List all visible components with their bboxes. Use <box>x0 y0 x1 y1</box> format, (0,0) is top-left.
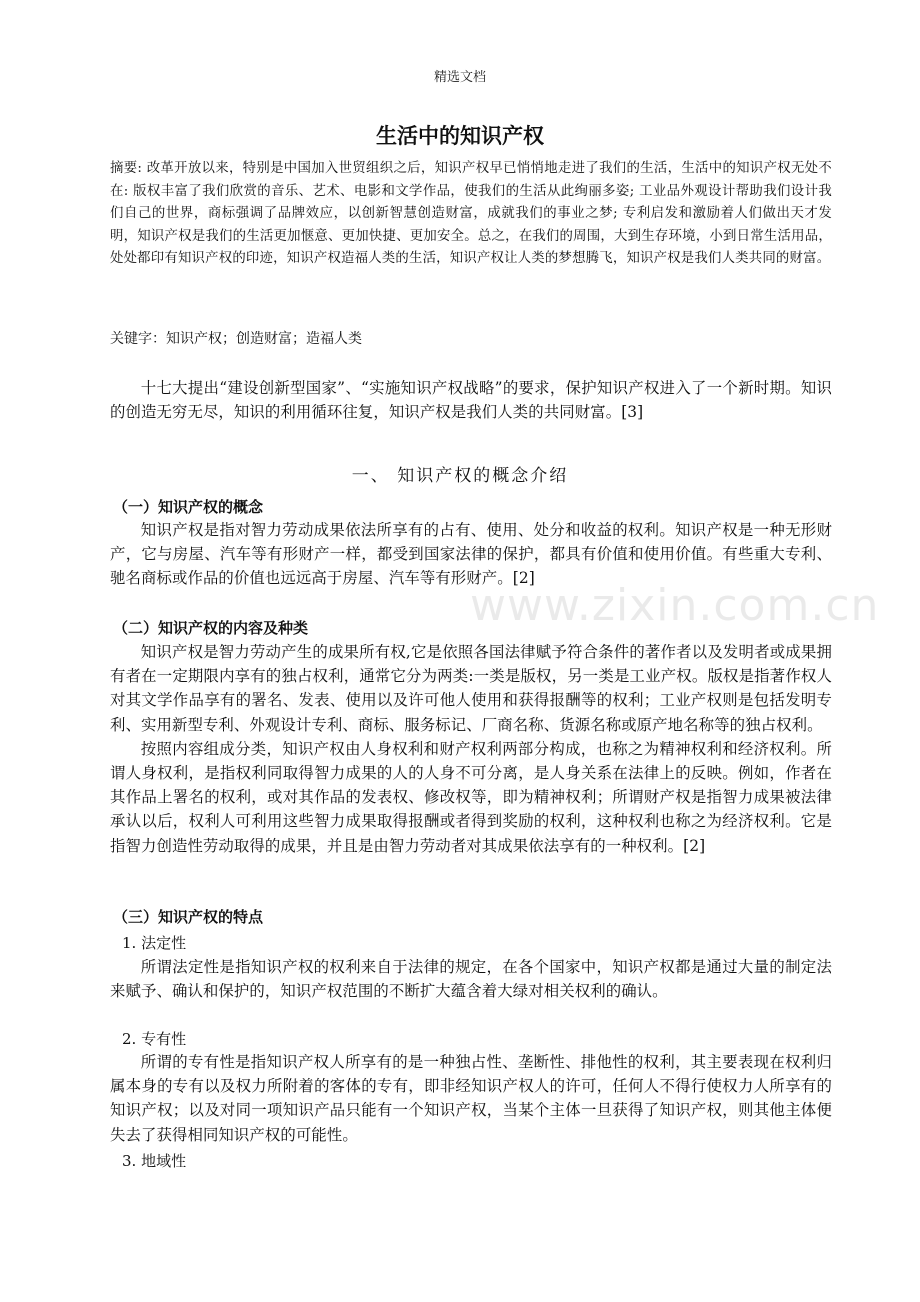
subsection-heading-2: （二）知识产权的内容及种类 <box>113 619 309 637</box>
feature-1-paragraph: 所谓法定性是指知识产权的权利来自于法律的规定，在各个国家中，知识产权都是通过大量的制定法来赋予、确认和保护的，知识产权范围的不断扩大蕴含着大绿对相关权利的确认。 <box>110 958 832 1001</box>
intro-block <box>110 376 832 424</box>
feature-heading-3: 3. 地域性 <box>122 1152 187 1170</box>
watermark: www.zixin.com.cn <box>470 580 880 631</box>
feature-2-block <box>110 1050 832 1147</box>
document-title: 生活中的知识产权 <box>376 124 544 148</box>
intro-paragraph: 十七大提出“建设创新型国家”、“实施知识产权战略”的要求，保护知识产权进入了一个新时期。知识的创造无穷无尽，知识的利用循环往复，知识产权是我们人类的共同财富。[3] <box>110 379 832 422</box>
feature-2-paragraph: 所谓的专有性是指知识产权人所享有的是一种独占性、垄断性、排他性的权利，其主要表现在权利归属本身的专有以及权力所附着的客体的专有，即非经知识产权人的许可，任何人不得行使权力人所享有的知识产权；以及对同一项知识产品只能有一个知识产权，当某个主体一旦获得了知识产权，则其他主体便失去了获得相同知识产权的可能性。 <box>110 1053 832 1144</box>
page-header: 精选文档 <box>433 70 486 85</box>
section-heading-1: 一、 知识产权的概念介绍 <box>351 466 569 486</box>
subsection-heading-3: （三）知识产权的特点 <box>113 908 264 926</box>
feature-heading-2: 2. 专有性 <box>122 1030 187 1048</box>
subsection-2-block <box>110 640 832 858</box>
subsection-1-paragraph: 知识产权是指对智力劳动成果依法所享有的占有、使用、处分和收益的权利。知识产权是一种无形财产，它与房屋、汽车等有形财产一样，都受到国家法律的保护，都具有价值和使用价值。有些重大专利、驰名商标或作品的价值也远远高于房屋、汽车等有形财产。[2] <box>110 521 832 588</box>
feature-1-block <box>110 955 832 1003</box>
subsection-heading-1: （一）知识产权的概念 <box>113 498 264 516</box>
subsection-2-paragraph-2: 按照内容组成分类，知识产权由人身权利和财产权利两部分构成，也称之为精神权利和经济权利。所谓人身权利，是指权利同取得智力成果的人的人身不可分离，是人身关系在法律上的反映。例如，作者在其作品上署名的权利，或对其作品的发表权、修改权等，即为精神权利；所谓财产权是指智力成果被法律承认以后，权利人可利用这些智力成果取得报酬或者得到奖励的权利，这种权利也称之为经济权利。它是指智力创造性劳动取得的成果，并且是由智力劳动者对其成果依法享有的一种权利。[2] <box>110 739 832 855</box>
keywords-line: 关键字：知识产权；创造财富；造福人类 <box>110 331 362 347</box>
abstract-paragraph: 摘要: 改革开放以来，特别是中国加入世贸组织之后，知识产权早已悄悄地走进了我们的生活，生活中的知识产权无处不在: 版权丰富了我们欣赏的音乐、艺术、电影和文学作品，使我们的生活从此绚丽多姿; 工业品外观设计帮助我们设计我们自己的世界，商标强调了品牌效应，以创新智慧创造财富，成就我们的事业之梦; 专利启发和激励着人们做出天才发明，知识产权是我们的生活更加惬意、更加快捷、更加安全。总之，在我们的周围，大到生存环境，小到日常生活用品，处处都印有知识产权的印迹，知识产权造福人类的生活，知识产权让人类的梦想腾飞，知识产权是我们人类共同的财富。 <box>110 161 832 267</box>
subsection-2-paragraph-1: 知识产权是智力劳动产生的成果所有权,它是依照各国法律赋予符合条件的著作者以及发明者或成果拥有者在一定期限内享有的独占权利，通常它分为两类:一类是版权，另一类是工业产权。版权是指著作权人对其文学作品享有的署名、发表、使用以及许可他人使用和获得报酬等的权利；工业产权则是包括发明专利、实用新型专利、外观设计专利、商标、服务标记、厂商名称、货源名称或原产地名称等的独占权利。 <box>110 643 832 734</box>
feature-heading-1: 1. 法定性 <box>122 934 187 952</box>
